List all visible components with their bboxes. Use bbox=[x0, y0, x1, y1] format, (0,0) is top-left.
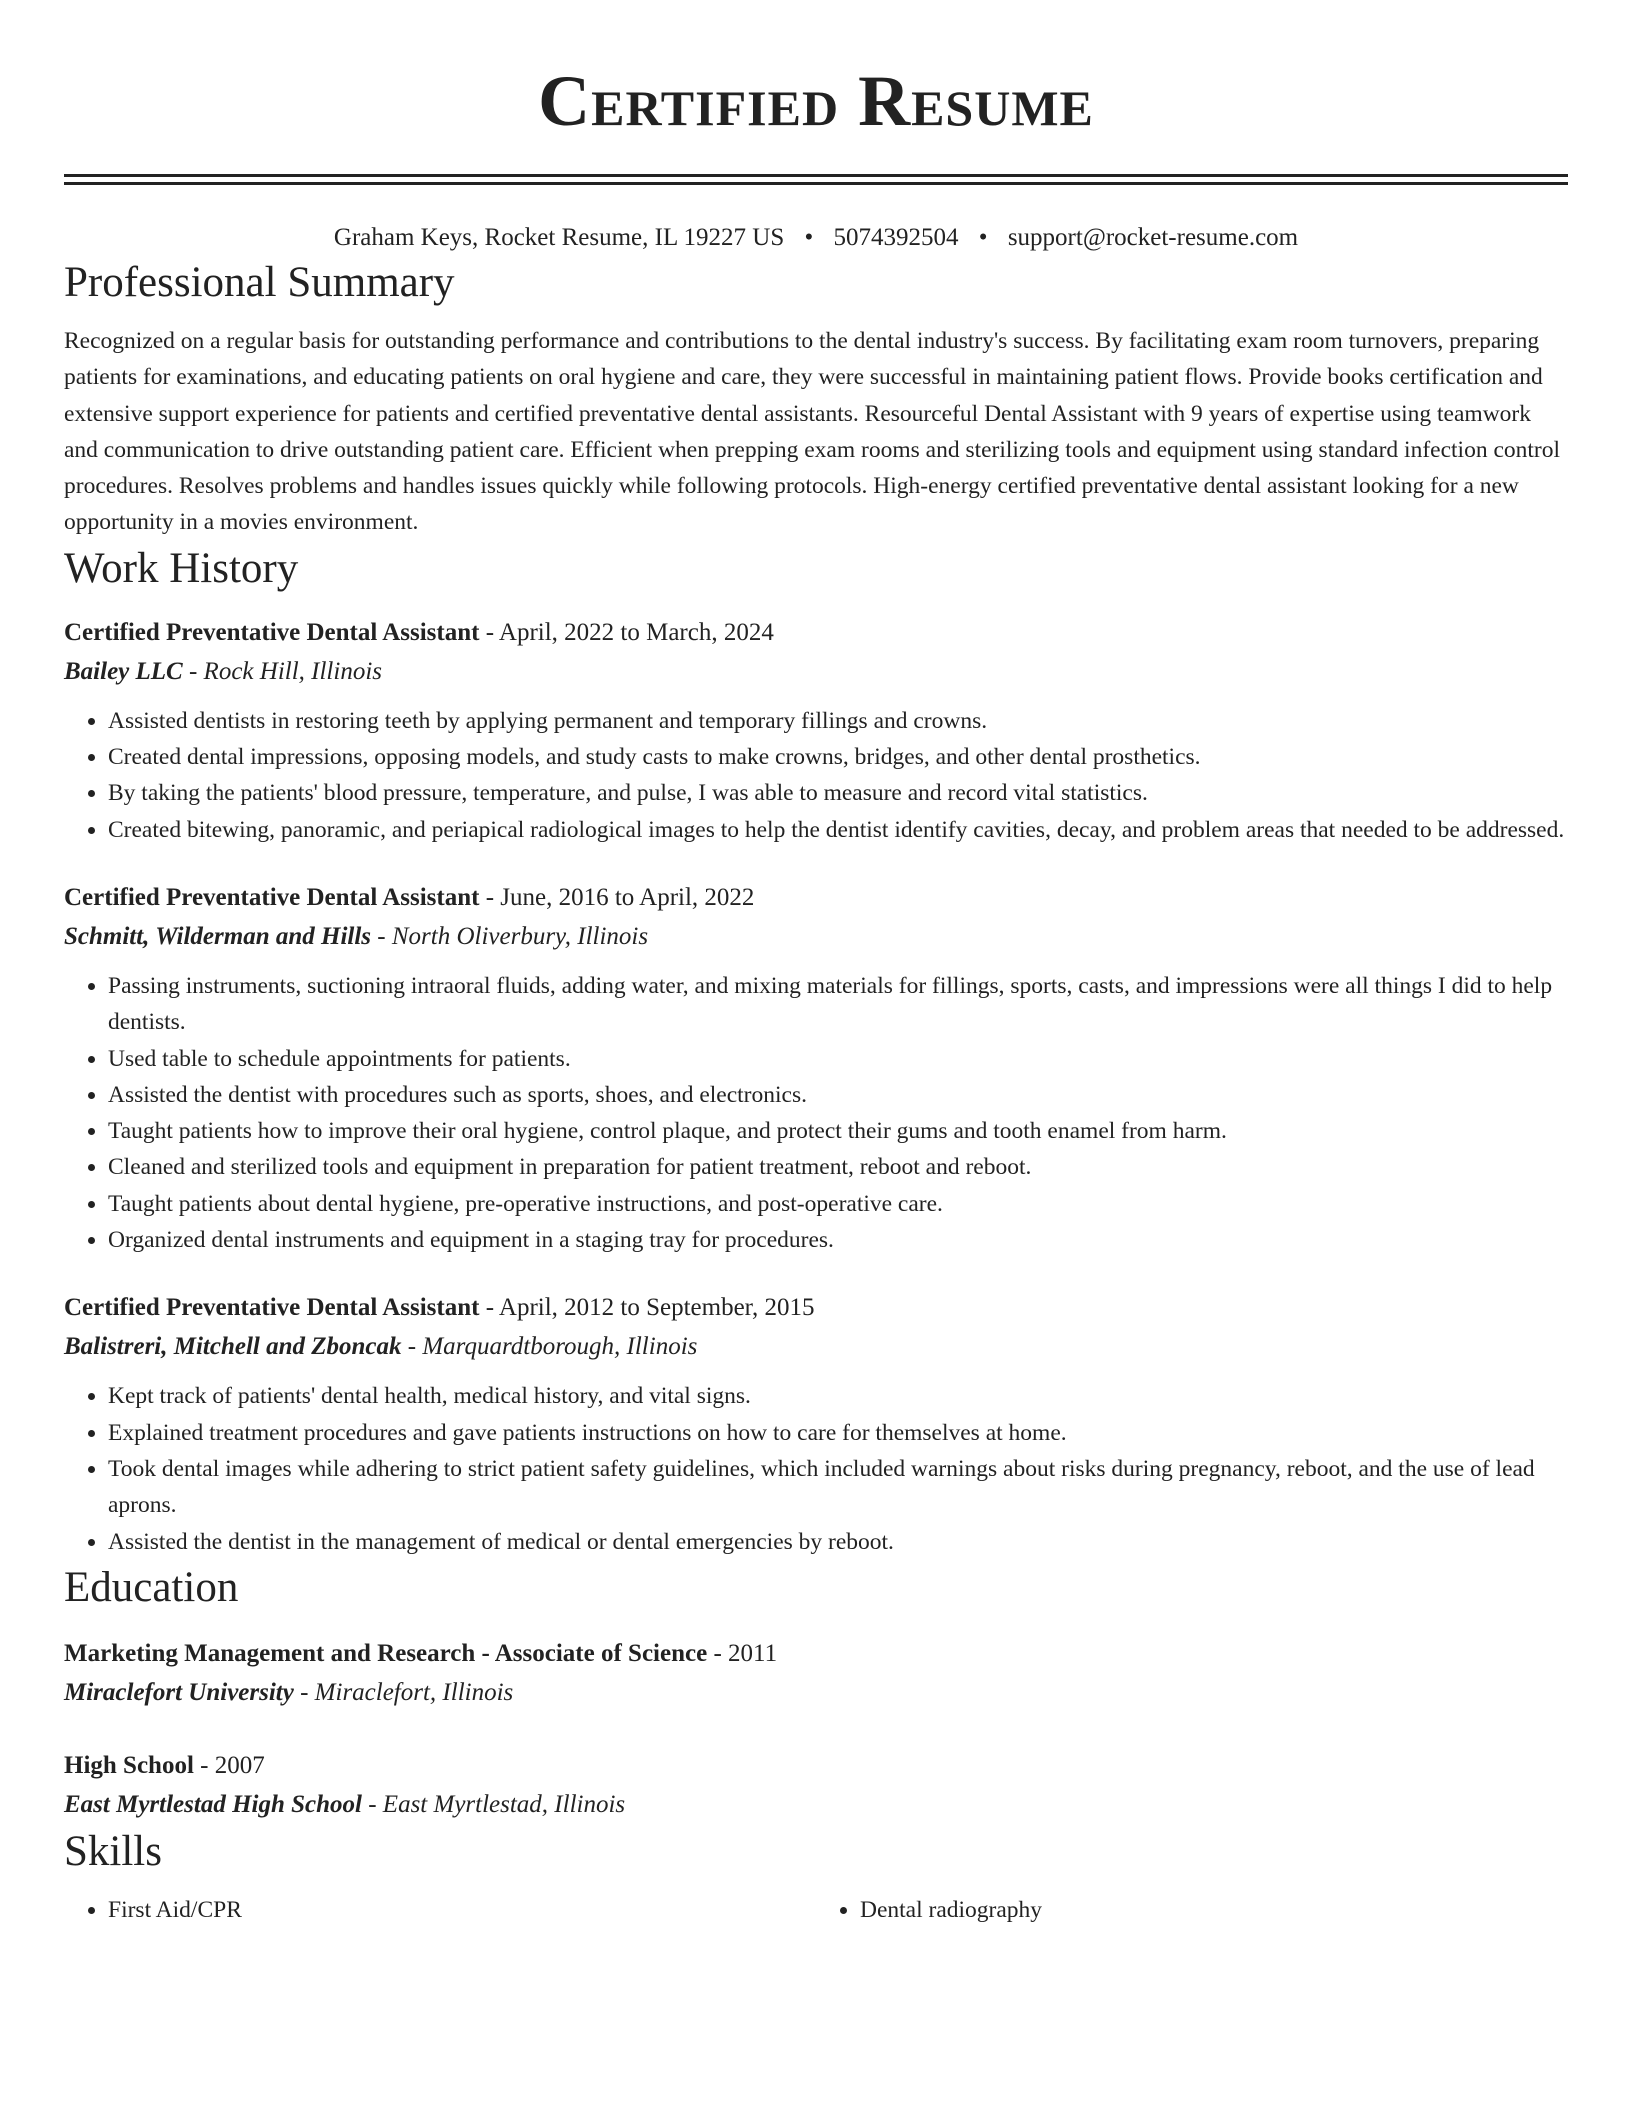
list-item: • First Aid/CPR bbox=[108, 1892, 816, 1928]
contact-line bbox=[64, 221, 1568, 255]
job-dates: - April, 2022 to March, 2024 bbox=[479, 618, 774, 646]
job-title: Certified Preventative Dental Assistant bbox=[64, 1294, 480, 1322]
list-item: • Organized dental instruments and equipment in a staging tray for procedures. bbox=[108, 1222, 1568, 1258]
list-item: • Cleaned and sterilized tools and equipment in preparation for patient treatment, reboot and reboot. bbox=[108, 1149, 1568, 1185]
school-name: Miraclefort University bbox=[64, 1678, 294, 1706]
title-divider-top bbox=[64, 174, 1568, 177]
school-name: East Myrtlestad High School bbox=[64, 1790, 362, 1818]
title-divider-bottom bbox=[64, 182, 1568, 185]
job-title: Certified Preventative Dental Assistant bbox=[64, 883, 480, 911]
education-heading: Education bbox=[64, 1563, 239, 1611]
employer-location: - North Oliverbury, Illinois bbox=[371, 922, 649, 950]
contact-phone: 5074392504 bbox=[833, 224, 959, 251]
education-entry bbox=[64, 1634, 1568, 1712]
skills-column-right bbox=[816, 1892, 1568, 1928]
degree-line bbox=[64, 1746, 1568, 1786]
contact-separator: • bbox=[978, 224, 988, 251]
contact-email: support@rocket-resume.com bbox=[1007, 224, 1299, 251]
education-entry bbox=[64, 1746, 1568, 1824]
summary-text: Recognized on a regular basis for outstanding performance and contributions to the dental industry's success. By facilitating exam room turnovers, preparing patients for examinations, and educating patients on oral hygiene and care, they were successful in maintaining patient flows. Provide books certification and extensive support experience for patients and certified preventative dental assistants. Resourceful Dental Assistant with 9 years of expertise using teamwork and communication to drive outstanding patient care. Efficient when prepping exam rooms and sterilizing tools and equipment using standard infection control procedures. Resolves problems and handles issues quickly while following protocols. High-energy certified preventative dental assistant looking for a new opportunity in a movies environment. bbox=[64, 328, 1561, 536]
contact-separator: • bbox=[804, 224, 814, 251]
list-item: • Used table to schedule appointments for patients. bbox=[108, 1041, 1568, 1077]
job-entry bbox=[64, 613, 1568, 848]
employer-name: Balistreri, Mitchell and Zboncak bbox=[64, 1333, 402, 1361]
job-bullets bbox=[64, 1378, 1568, 1559]
summary-heading: Professional Summary bbox=[64, 259, 455, 306]
degree-year: - 2007 bbox=[193, 1751, 265, 1779]
job-title-line bbox=[64, 1288, 1568, 1328]
list-item: • Assisted the dentist with procedures such as sports, shoes, and electronics. bbox=[108, 1077, 1568, 1113]
list-item: • Passing instruments, suctioning intraoral fluids, adding water, and mixing materials for fillings, sports, casts, and impressions were all things I did to help dentists. bbox=[108, 968, 1568, 1041]
skills-column-left bbox=[64, 1892, 816, 1928]
job-title-line bbox=[64, 878, 1568, 918]
degree-name: Marketing Management and Research - Associate of Science bbox=[64, 1639, 708, 1667]
degree-line bbox=[64, 1634, 1568, 1674]
employer-line bbox=[64, 1328, 1568, 1366]
job-dates: - April, 2012 to September, 2015 bbox=[479, 1294, 815, 1322]
employer-location: - Marquardtborough, Illinois bbox=[401, 1333, 698, 1361]
job-bullets bbox=[64, 968, 1568, 1258]
employer-location: - Rock Hill, Illinois bbox=[182, 657, 383, 685]
resume-title: Certified Resume bbox=[538, 61, 1094, 141]
job-title-line bbox=[64, 613, 1568, 653]
list-item: • Assisted the dentist in the management of medical or dental emergencies by reboot. bbox=[108, 1524, 1568, 1560]
list-item: • Taught patients about dental hygiene, pre-operative instructions, and post-operative care. bbox=[108, 1186, 1568, 1222]
school-location: - East Myrtlestad, Illinois bbox=[361, 1790, 626, 1818]
skills-heading: Skills bbox=[64, 1827, 162, 1875]
list-item: • By taking the patients' blood pressure, temperature, and pulse, I was able to measure and record vital statistics. bbox=[108, 775, 1568, 811]
list-item: • Dental radiography bbox=[860, 1892, 1568, 1928]
list-item: • Took dental images while adhering to strict patient safety guidelines, which included warnings about risks during pregnancy, reboot, and the use of lead aprons. bbox=[108, 1451, 1568, 1524]
list-item: • Assisted dentists in restoring teeth by applying permanent and temporary fillings and crowns. bbox=[108, 703, 1568, 739]
school-line bbox=[64, 1674, 1568, 1712]
job-title: Certified Preventative Dental Assistant bbox=[64, 618, 480, 646]
school-location: - Miraclefort, Illinois bbox=[293, 1678, 514, 1706]
job-bullets bbox=[64, 703, 1568, 848]
degree-name: High School bbox=[64, 1751, 194, 1779]
list-item: • Created bitewing, panoramic, and periapical radiological images to help the dentist identify cavities, decay, and problem areas that needed to be addressed. bbox=[108, 812, 1568, 848]
employer-line bbox=[64, 918, 1568, 956]
degree-year: - 2011 bbox=[707, 1639, 778, 1667]
work-history-heading: Work History bbox=[64, 544, 299, 592]
job-dates: - June, 2016 to April, 2022 bbox=[479, 883, 755, 911]
list-item: • Kept track of patients' dental health, medical history, and vital signs. bbox=[108, 1378, 1568, 1414]
contact-address: Graham Keys, Rocket Resume, IL 19227 US bbox=[333, 224, 785, 251]
employer-name: Schmitt, Wilderman and Hills bbox=[64, 922, 372, 950]
job-entry bbox=[64, 1288, 1568, 1559]
skills-grid bbox=[64, 1892, 1568, 1928]
job-entry bbox=[64, 878, 1568, 1258]
list-item: • Explained treatment procedures and gave patients instructions on how to care for themselves at home. bbox=[108, 1415, 1568, 1451]
school-line bbox=[64, 1786, 1568, 1824]
list-item: • Created dental impressions, opposing models, and study casts to make crowns, bridges, and other dental prosthetics. bbox=[108, 739, 1568, 775]
list-item: • Taught patients how to improve their oral hygiene, control plaque, and protect their gums and tooth enamel from harm. bbox=[108, 1113, 1568, 1149]
employer-line bbox=[64, 653, 1568, 691]
employer-name: Bailey LLC bbox=[64, 657, 183, 685]
